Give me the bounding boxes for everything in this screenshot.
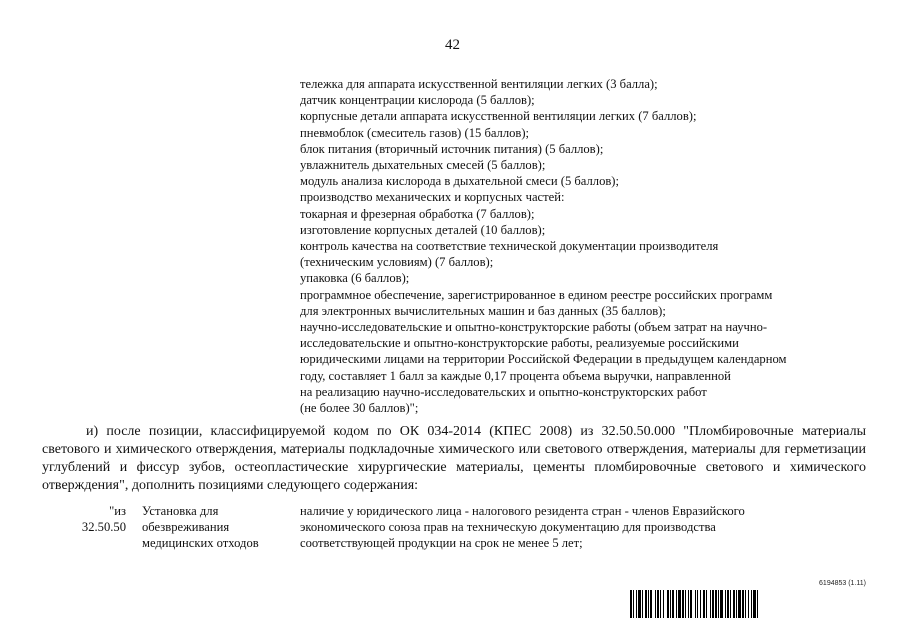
list-line: (техническим условиям) (7 баллов); [300,255,494,270]
barcode-bar [657,590,659,618]
barcode-bar [642,590,643,618]
barcode-bar [667,590,669,618]
barcode-bar [648,590,649,618]
barcode-bar [645,590,647,618]
table-row [42,503,866,559]
barcode-bar [712,590,714,618]
list-line: контроль качества на соответствие технической документации производителя [300,239,719,254]
barcode-bar [727,590,729,618]
list-line: исследовательские и опытно-конструкторские работы, реализуемые российскими [300,336,739,351]
list-line: блок питания (вторичный источник питания) (5 баллов); [300,141,604,156]
list-line: тележка для аппарата искусственной вентиляции легких (3 балла); [300,77,658,91]
list-line: для электронных вычислительных машин и баз данных (35 баллов); [300,303,666,318]
barcode-bar [630,590,632,618]
barcode-bar [676,590,677,618]
barcode-bar [718,590,719,618]
barcode-bar [725,590,726,618]
barcode-bar [730,590,731,618]
barcode-bar [745,590,746,618]
barcode-bar [703,590,705,618]
condition-line: экономического союза прав на техническую документацию для производства [300,520,716,534]
barcode-bar [710,590,711,618]
barcode-bar [688,590,689,618]
product-code-cell [42,503,126,535]
document-barcode [630,580,866,620]
list-line: научно-исследовательские и опытно-конструкторские работы (объем затрат на научно- [300,320,768,335]
page-number: 42 [445,37,460,53]
product-name-cell [142,503,292,551]
condition-line: соответствующей продукции на срок не менее 5 лет; [300,536,583,550]
product-name-line: Установка для [142,504,219,518]
barcode-bar [638,590,641,618]
list-line: увлажнитель дыхательных смесей (5 баллов); [300,158,546,173]
barcode-bar [678,590,681,618]
list-line: юридическими лицами на территории Российской Федерации в предыдущем календарном [300,352,787,367]
list-line: датчик концентрации кислорода (5 баллов); [300,93,535,108]
list-line: году, составляет 1 балл за каждые 0,17 процента объема выручки, направленной [300,368,731,383]
product-code-line: "из [109,504,126,518]
list-line: пневмоблок (смеситель газов) (15 баллов); [300,125,530,140]
product-code-line: 32.50.50 [81,520,126,534]
list-line: модуль анализа кислорода в дыхательной смеси (5 баллов); [300,174,620,189]
amendment-paragraph: и) после позиции, классифицируемой кодом по ОК 034-2014 (КПЕС 2008) из 32.50.50.000 "Пломбировочные материалы светового и химического отверждения, материалы подкладочные химического или светового отверждения, материалы для герметизации углублений и фиссур зубов, остеопластические хирургические материалы, цементы пломбировочные светового и химического отверждения", дополнить позициями следующего содержания: [42,424,866,493]
list-line: (не более 30 баллов)"; [300,401,419,416]
barcode-bar [748,590,749,618]
barcode-bar [697,590,698,618]
barcode-bar [706,590,707,618]
barcode-bar [695,590,696,618]
condition-line: наличие у юридического лица - налогового резидента стран - членов Евразийского [300,504,745,518]
list-line: корпусные детали аппарата искусственной вентиляции легких (7 баллов); [300,109,697,124]
barcode-bar [742,590,744,618]
barcode-label: 6194853 (1.11) [819,580,866,587]
criteria-list [300,76,840,416]
barcode-bar [670,590,671,618]
barcode-bar [682,590,684,618]
barcode-bar [738,590,741,618]
barcode-bar [720,590,723,618]
list-line: программное обеспечение, зарегистрированное в едином реестре российских программ [300,287,773,302]
barcode-icon [630,590,866,618]
list-line: токарная и фрезерная обработка (7 баллов); [300,206,535,221]
barcode-bar [757,590,758,618]
barcode-bar [650,590,652,618]
list-line: изготовление корпусных деталей (10 баллов); [300,222,546,237]
codes-table [42,503,866,559]
barcode-bar [733,590,735,618]
barcode-bar [751,590,752,618]
condition-cell [300,503,860,551]
list-line: на реализацию научно-исследовательских и опытно-конструкторских работ [300,384,707,399]
barcode-bar [715,590,717,618]
barcode-bar [633,590,634,618]
barcode-bar [736,590,737,618]
barcode-bar [636,590,637,618]
barcode-bar [655,590,656,618]
barcode-bar [660,590,661,618]
barcode-bar [700,590,701,618]
list-line: производство механических и корпусных частей: [300,190,565,205]
product-name-line: обезвреживания [142,520,230,534]
barcode-bar [663,590,664,618]
barcode-bar [690,590,692,618]
product-name-line: медицинских отходов [142,536,259,550]
barcode-bar [753,590,756,618]
barcode-bar [685,590,686,618]
barcode-bar [672,590,674,618]
list-line: упаковка (6 баллов); [300,271,410,286]
